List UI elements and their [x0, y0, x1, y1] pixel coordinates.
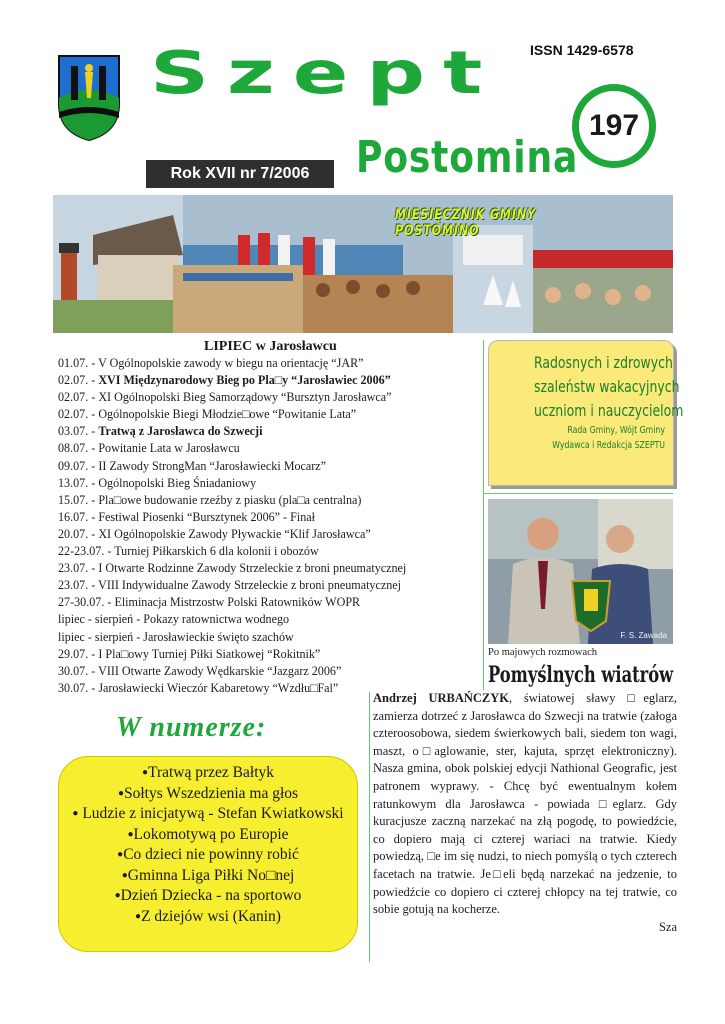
event-date: 02.07. -: [58, 390, 99, 405]
event-item: [58, 440, 483, 457]
event-item: [58, 663, 483, 680]
event-date: 27-30.07. -: [58, 595, 115, 610]
column-divider: [483, 340, 484, 690]
event-text: Turniej Piłkarskich 6 dla kolonii i obozów: [114, 544, 319, 559]
issue-number: 197: [588, 109, 640, 142]
article-text: , światowej sławy □eglarz, zamierza dotrzeć z Jarosławca do Szwecji na tratwie (załoga czteroosobowa, siedem świerkowych bali, siedem ton wagi, maszt, o□aglowanie, ster, kajuta, sprzęt elektroniczny). Nasza gmina, obok polskiej edycji Nathional Geografic, jest patronem wyprawy. - Chcę być ewentualnym kołem ratunkowym dla Jarosławca - powiada □eglarz. Gdy kuracjusze zaczną narzekać na złą pogodę, to powiedźcie, co dopiero mają ci czterej wariaci na tratwie. Kiedy powiedzą, □e im się nudzi, to niech pomyślą o tych czterech facetach na tratwie. Je□eli będą narzekać na jedzenie, to powiedźcie co dopiero ci czterej chłopcy na tej tratwie, co sobie gotują na kocherze.: [373, 691, 677, 917]
greeting-line: szaleństw wakacyjnych: [533, 377, 680, 396]
event-text: Jarosławieckie święto szachów: [143, 629, 294, 644]
event-date: 30.07. -: [58, 680, 99, 695]
event-item: [58, 372, 483, 389]
event-text: VIII Indywidualne Zawody Strzeleckie z broni pneumatycznej: [98, 578, 401, 593]
event-date: lipiec - sierpień -: [58, 612, 144, 627]
banner-slogan: MIESIĘCZNIK GMINY POSTOMINO: [395, 207, 536, 239]
event-item: [58, 646, 483, 663]
event-text: Festiwal Piosenki “Bursztynek 2006” - Finał: [98, 509, 315, 524]
event-date: 15.07. -: [58, 492, 99, 507]
toc-item-label: Sołtys Wszedzienia ma głos: [123, 784, 299, 802]
year-issue-badge: Rok XVII nr 7/2006: [146, 160, 334, 188]
event-date: 08.07. -: [58, 441, 99, 456]
greeting-line: uczniom i nauczycielom: [533, 401, 684, 420]
event-item: [58, 458, 483, 475]
issn-label: ISSN 1429-6578: [530, 42, 634, 58]
event-text: XI Ogólnopolski Bieg Samorządowy “Bursztyn Jarosławca”: [98, 390, 392, 405]
event-item: [58, 577, 483, 594]
photo-credit: F. S. Zawada: [620, 631, 667, 640]
photo-collage-banner: [53, 195, 673, 333]
bullet-icon: ●: [141, 767, 149, 778]
event-item: [58, 594, 483, 611]
event-text: Ogólnopolski Bieg Śniadaniowy: [98, 475, 257, 490]
photo-caption: Po majowych rozmowach: [488, 647, 598, 658]
event-date: 23.07. -: [58, 561, 99, 576]
event-text: XVI Międzynarodowy Bieg po Pla□y “Jarosławiec 2006”: [98, 373, 391, 388]
greeting-box: [488, 340, 684, 486]
event-text: V Ogólnopolskie zawody w biegu na orientację “JAR”: [98, 356, 364, 370]
article-headline: Pomyślnych wiatrów: [488, 662, 674, 688]
toc-item[interactable]: [58, 866, 358, 887]
article-signature: Sza: [658, 919, 677, 934]
toc-item[interactable]: [58, 907, 358, 928]
event-date: 13.07. -: [58, 475, 99, 490]
bullet-icon: ●: [117, 849, 124, 860]
event-text: II Zawody StrongMan “Jarosławiecki Mocarz”: [98, 458, 326, 473]
event-item: [58, 355, 483, 372]
greeting-signature: Wydawca i Redakcja SZEPTU: [552, 440, 665, 451]
event-date: lipiec - sierpień -: [58, 629, 144, 644]
bullet-icon: ●: [127, 828, 134, 840]
toc-item[interactable]: [58, 845, 358, 866]
bullet-icon: ●: [117, 787, 124, 799]
events-list: [58, 355, 483, 697]
event-date: 16.07. -: [58, 509, 99, 524]
event-item: [58, 629, 483, 646]
toc-list: [58, 763, 358, 927]
toc-item-label: Tratwą przez Bałtyk: [148, 764, 275, 781]
article-lead-name: Andrzej URBAŃCZYK: [373, 691, 510, 705]
event-text: Ogólnopolskie Biegi Młodzie□owe “Powitanie Lata”: [98, 407, 357, 422]
event-text: Pla□owe budowanie rzeźby z piasku (pla□a centralna): [98, 492, 362, 507]
event-item: [58, 611, 483, 628]
event-date: 22-23.07. -: [58, 544, 115, 559]
event-date: 02.07. -: [58, 373, 99, 388]
event-date: 03.07. -: [58, 424, 99, 439]
postomino-coat-of-arms: [55, 52, 123, 142]
event-item: [58, 423, 483, 440]
toc-item-label: Z dziejów wsi (Kanin): [141, 907, 281, 925]
toc-item[interactable]: [58, 804, 358, 825]
newspaper-subtitle: Postomina: [356, 132, 579, 183]
bullet-icon: ●: [114, 890, 121, 901]
bullet-icon: ●: [72, 808, 79, 819]
event-item: [58, 492, 483, 509]
newspaper-title: Szept: [150, 38, 501, 108]
two-men-photo: [488, 499, 673, 644]
toc-item-label: Gminna Liga Piłki No□nej: [127, 866, 295, 884]
event-text: XI Ogólnopolskie Zawody Pływackie “Klif Jarosławca”: [98, 526, 371, 541]
event-date: 02.07. -: [58, 407, 99, 422]
event-text: VIII Otwarte Zawody Wędkarskie “Jazgarz 2006”: [98, 663, 342, 678]
toc-item-label: Lokomotywą po Europie: [133, 825, 289, 843]
event-date: 29.07. -: [58, 646, 99, 661]
section-divider: [483, 493, 673, 494]
event-item: [58, 560, 483, 577]
event-item: [58, 406, 483, 423]
event-item: [58, 389, 483, 406]
event-text: Eliminacja Mistrzostw Polski Ratowników WOPR: [114, 595, 361, 610]
issue-number-badge: [572, 84, 656, 168]
toc-item-label: Dzień Dziecka - na sportowo: [120, 887, 302, 904]
toc-item[interactable]: [58, 784, 358, 805]
toc-heading: W numerze:: [116, 712, 267, 743]
events-title: LIPIEC w Jarosławcu: [204, 339, 337, 354]
toc-item-label: Ludzie z inicjatywą - Stefan Kwiatkowski: [78, 805, 344, 822]
bullet-icon: ●: [121, 869, 128, 881]
event-item: [58, 509, 483, 526]
toc-item[interactable]: [58, 825, 358, 846]
greeting-line: Radosnych i zdrowych: [533, 353, 673, 372]
event-date: 30.07. -: [58, 663, 99, 678]
event-text: I Pla□owy Turniej Piłki Siatkowej “Rokitnik”: [98, 646, 321, 661]
article-divider: [369, 692, 370, 962]
event-text: Powitanie Lata w Jarosławcu: [98, 441, 240, 456]
event-item: [58, 526, 483, 543]
event-date: 01.07. -: [58, 356, 99, 370]
event-item: [58, 475, 483, 492]
event-date: 20.07. -: [58, 526, 99, 541]
toc-item-label: Co dzieci nie powinny robić: [123, 846, 299, 863]
event-text: I Otwarte Rodzinne Zawody Strzeleckie z broni pneumatycznej: [98, 561, 407, 576]
event-text: Tratwą z Jarosławca do Szwecji: [98, 424, 263, 439]
bullet-icon: ●: [135, 910, 142, 922]
event-date: 09.07. -: [58, 458, 99, 473]
event-item: [58, 543, 483, 560]
greeting-signature: Rada Gminy, Wójt Gminy: [567, 425, 665, 436]
toc-item[interactable]: [58, 763, 358, 784]
event-text: Jarosławiecki Wieczór Kabaretowy “Wzdłu□Fal”: [98, 680, 339, 695]
article-body: [373, 690, 677, 936]
event-date: 23.07. -: [58, 578, 99, 593]
photo-illustration: [488, 499, 673, 644]
toc-item[interactable]: [58, 886, 358, 907]
event-text: Pokazy ratownictwa wodnego: [143, 612, 290, 627]
